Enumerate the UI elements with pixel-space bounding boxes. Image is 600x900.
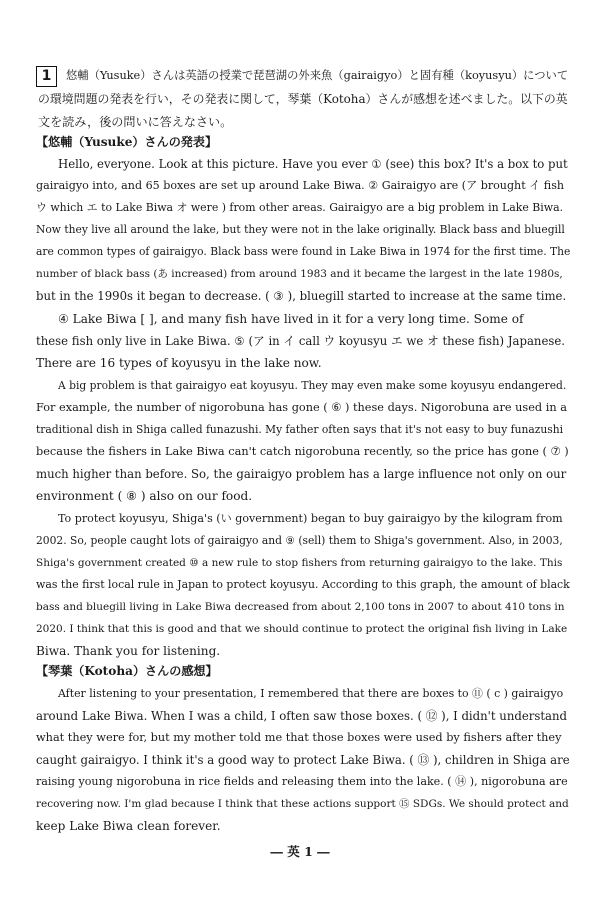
passage-line: Biwa. Thank you for listening.: [36, 644, 221, 658]
intro-line: 悠輔（Yusuke）さんは英語の授業で琵琶湖の外来魚（gairaigyo）と固有種（koyusyu）について: [66, 69, 569, 82]
response-line: recovering now. I'm glad because I think that these actions support ⑮ SDGs. We should protect and: [36, 798, 569, 810]
passage-line: traditional dish in Shiga called funazushi. My father often says that it's not easy to buy funazushi: [36, 423, 564, 436]
passage-line: environment ( ⑧ ) also on our food.: [36, 489, 253, 503]
passage-line: 2020. I think that this is good and that we should continue to protect the original fish living in Lake: [36, 623, 568, 635]
kotoha-heading: 【琴葉（Kotoha）さんの感想】: [36, 664, 218, 678]
passage-line: bass and bluegill living in Lake Biwa decreased from about 2,100 tons in 2007 to about 410 tons in: [36, 601, 565, 613]
yusuke-heading: 【悠輔（Yusuke）さんの発表】: [36, 135, 218, 149]
intro-line: の環境問題の発表を行い，その発表に関して，琴葉（Kotoha）さんが感想を述べました。以下の英: [38, 92, 568, 106]
page-number-footer: ― 英 1 ―: [270, 844, 330, 859]
passage-line: ④ Lake Biwa [ ], and many fish have lived in it for a very long time. Some of: [58, 312, 524, 326]
passage-line: 2002. So, people caught lots of gairaigyo and ⑨ (sell) them to Shiga's government. Also, in 2003,: [36, 534, 563, 547]
passage-line: Now they live all around the lake, but they were not in the lake originally. Black bass and bluegill: [36, 223, 565, 236]
passage-line: There are 16 types of koyusyu in the lake now.: [36, 356, 322, 370]
passage-line: ウ which エ to Lake Biwa オ were ) from other areas. Gairaigyo are a big problem in Lake Biwa.: [36, 201, 564, 214]
response-line: what they were for, but my mother told me that those boxes were used by fishers after they: [36, 731, 562, 744]
response-line: After listening to your presentation, I remembered that there are boxes to ⑪ ( c ) gairaigyo: [58, 687, 564, 700]
response-line: caught gairaigyo. I think it's a good way to protect Lake Biwa. ( ⑬ ), children in Shiga are: [36, 753, 570, 767]
passage-line: Hello, everyone. Look at this picture. Have you ever ① (see) this box? It's a box to put: [58, 157, 568, 171]
passage-line: because the fishers in Lake Biwa can't catch nigorobuna recently, so the price has gone ( ⑦ ): [36, 445, 569, 458]
passage-line: A big problem is that gairaigyo eat koyusyu. They may even make some koyusyu endangered.: [58, 379, 567, 392]
passage-line: much higher than before. So, the gairaigyo problem has a large influence not only on our: [36, 467, 567, 481]
intro-line: 文を読み，後の問いに答えなさい。: [38, 115, 233, 129]
passage-line: these fish only live in Lake Biwa. ⑤ (ア in イ call ウ koyusyu エ we オ these fish) Japanese.: [36, 334, 566, 348]
passage-line: gairaigyo into, and 65 boxes are set up around Lake Biwa. ② Gairaigyo are (ア brought イ fish: [36, 179, 565, 192]
passage-line: For example, the number of nigorobuna has gone ( ⑥ ) these days. Nigorobuna are used in a: [36, 401, 567, 414]
passage-line: was the first local rule in Japan to protect koyusyu. According to this graph, the amount of black: [36, 578, 570, 591]
question-number-box: 1: [36, 66, 57, 87]
response-line: raising young nigorobuna in rice fields and releasing them into the lake. ( ⑭ ), nigorobuna are: [36, 775, 568, 788]
passage-line: number of black bass (あ increased) from around 1983 and it became the largest in the late 1980s,: [36, 268, 563, 280]
passage-line: Shiga's government created ⑩ a new rule to stop fishers from returning gairaigyo to the lake. This: [36, 557, 563, 569]
passage-line: are common types of gairaigyo. Black bass were found in Lake Biwa in 1974 for the first time. The: [36, 245, 571, 258]
passage-line: To protect koyusyu, Shiga's (い government) began to buy gairaigyo by the kilogram from: [58, 512, 563, 525]
passage-line: but in the 1990s it began to decrease. ( ③ ), bluegill started to increase at the same time.: [36, 289, 567, 303]
response-line: around Lake Biwa. When I was a child, I often saw those boxes. ( ⑫ ), I didn't understand: [36, 709, 568, 723]
response-line: keep Lake Biwa clean forever.: [36, 819, 221, 833]
